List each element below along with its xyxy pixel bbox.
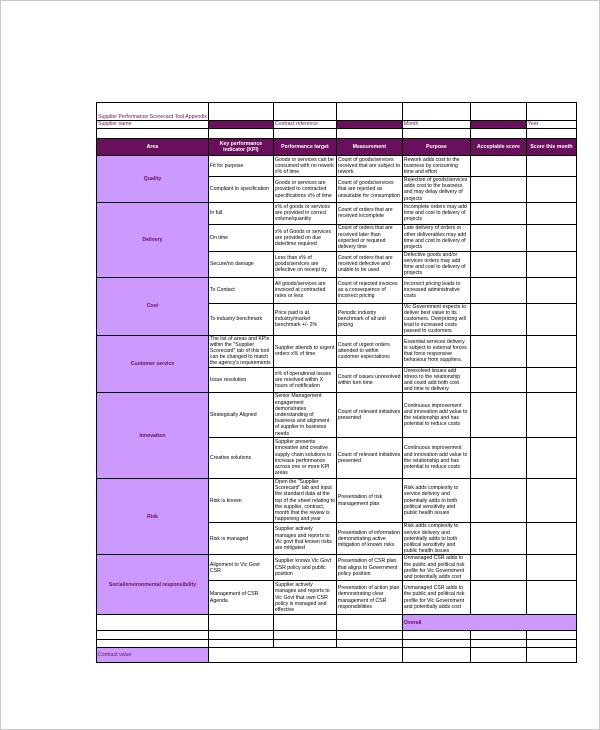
cell[interactable]	[470, 631, 526, 640]
purpose-cell: Unresolved issues add stress to the relationship and could add both cost and time to delivery	[402, 367, 470, 393]
kpi-cell: Risk is managed	[208, 523, 273, 555]
cell[interactable]	[208, 615, 273, 631]
acceptable-score-cell[interactable]	[470, 177, 526, 203]
kpi-cell: To industry benchmark	[208, 303, 273, 335]
cell[interactable]	[526, 129, 576, 139]
cell[interactable]	[526, 640, 576, 648]
cell[interactable]	[402, 103, 470, 121]
purpose-cell: Incomplete orders may add time and cost to delivery of projects	[402, 202, 470, 224]
month-label: Month	[402, 121, 470, 129]
area-quality: Quality	[97, 156, 209, 203]
blank-row	[97, 129, 577, 139]
kpi-cell: To Contact	[208, 277, 273, 303]
header-area: Area	[97, 139, 209, 156]
measurement-cell: Periodic industry benchmark of all unit pricing	[336, 303, 402, 335]
score-this-month-cell[interactable]	[526, 335, 576, 367]
purpose-cell: Defective goods and/or services orders may add time and cost to delivery of projects	[402, 251, 470, 277]
score-this-month-cell[interactable]	[526, 224, 576, 251]
cell[interactable]	[208, 103, 273, 121]
supplier-name-label: Supplier name	[97, 121, 209, 129]
acceptable-score-cell[interactable]	[470, 581, 526, 615]
purpose-cell: Incorrect pricing leads to increased administrative costs	[402, 277, 470, 303]
kpi-cell: Issue resolution	[208, 367, 273, 393]
table-row	[97, 478, 577, 522]
contract-value-row	[97, 648, 577, 663]
score-this-month-cell[interactable]	[526, 478, 576, 522]
measurement-cell: Count of issues unresolved within turn time	[336, 367, 402, 393]
target-cell: Goods or services can be consumed with no rework x% of time	[273, 156, 336, 177]
cell[interactable]	[208, 631, 273, 640]
area-innovation: Innovation	[97, 393, 209, 478]
cell[interactable]	[526, 648, 576, 663]
acceptable-score-cell[interactable]	[470, 437, 526, 478]
cell[interactable]	[336, 640, 402, 648]
table-row	[97, 555, 577, 581]
score-this-month-cell[interactable]	[526, 555, 576, 581]
score-this-month-cell[interactable]	[526, 202, 576, 224]
cell[interactable]	[402, 648, 470, 663]
measurement-cell: Count of goods/services received that are subject to rework	[336, 156, 402, 177]
acceptable-score-cell[interactable]	[470, 202, 526, 224]
title-row	[97, 103, 577, 121]
area-risk: Risk	[97, 478, 209, 554]
target-cell: Price paid is at industry/market benchmark +/- 2%	[273, 303, 336, 335]
cell[interactable]	[273, 103, 336, 121]
overall-row	[97, 615, 577, 631]
score-this-month-cell[interactable]	[526, 303, 576, 335]
header-row	[97, 139, 577, 156]
acceptable-score-cell[interactable]	[470, 224, 526, 251]
cell[interactable]	[470, 129, 526, 139]
purpose-cell: Vic Government expects to deliver best value to its customers. Overpricing will lead to increased costs passed to customers	[402, 303, 470, 335]
acceptable-score-cell[interactable]	[470, 478, 526, 522]
measurement-cell: Count of orders that are received defective and unable to be used	[336, 251, 402, 277]
month-field[interactable]	[470, 121, 526, 129]
kpi-cell: Alignment to Vic Govt CSR	[208, 555, 273, 581]
purpose-cell: Risk adds complexity to service delivery and potentially adds to both political sensitivity and public health issues	[402, 478, 470, 522]
purpose-cell: Rejection of goods/services adds cost to the business and may delay delivery of projects	[402, 177, 470, 203]
cell[interactable]	[470, 103, 526, 121]
measurement-cell: Count of rejected invoices as a consequence of incorrect pricing	[336, 277, 402, 303]
area-customer-service: Customer service	[97, 335, 209, 393]
purpose-cell: Unmanaged CSR adds to the public and political risk profile for Vic Government and potentially adds cost	[402, 555, 470, 581]
acceptable-score-cell[interactable]	[470, 303, 526, 335]
kpi-cell: On time	[208, 224, 273, 251]
supplier-name-field[interactable]	[208, 121, 273, 129]
cell[interactable]	[402, 631, 470, 640]
blank-row	[97, 631, 577, 640]
score-this-month-cell[interactable]	[526, 393, 576, 437]
kpi-cell: Compliant to specification	[208, 177, 273, 203]
measurement-cell: Count of urgent orders attended to within customer expectations	[336, 335, 402, 367]
measurement-cell: Count of orders that are received later than expected or required delivery time	[336, 224, 402, 251]
cell[interactable]	[97, 129, 209, 139]
target-cell: All goods/services are invoiced at contracted rates or less	[273, 277, 336, 303]
measurement-cell: Presentation of risk management plan	[336, 478, 402, 522]
kpi-cell: The list of areas and KPIs within the "Supplier Scorecard" tab of this tool can be changed to match the agency's requirements	[208, 335, 273, 367]
cell[interactable]	[273, 640, 336, 648]
overall-label: Overall	[402, 615, 576, 631]
kpi-cell: Secure/no damage	[208, 251, 273, 277]
score-this-month-cell[interactable]	[526, 367, 576, 393]
area-social-environmental-responsibility: Social/environmental responsibility	[97, 555, 209, 615]
kpi-cell: Fit for purpose	[208, 156, 273, 177]
measurement-cell: Count of relevant initiatives presented	[336, 437, 402, 478]
score-this-month-cell[interactable]	[526, 177, 576, 203]
contract-value-field[interactable]	[208, 648, 402, 663]
target-cell: x% of operational issues are resolved within X hours of notification	[273, 367, 336, 393]
target-cell: Supplier attends to urgent orders x% of time	[273, 335, 336, 367]
score-this-month-cell[interactable]	[526, 156, 576, 177]
purpose-cell: Continuous improvement and innovation add value to the relationship and has potential to reduce costs	[402, 393, 470, 437]
kpi-cell: Creative solutions	[208, 437, 273, 478]
cell[interactable]	[208, 640, 273, 648]
cell[interactable]	[273, 129, 336, 139]
info-row	[97, 121, 577, 129]
table-row	[97, 393, 577, 437]
score-this-month-cell[interactable]	[526, 277, 576, 303]
header-kpi: Key performance indicator (KPI)	[208, 139, 273, 156]
header-purpose: Purpose	[402, 139, 470, 156]
kpi-cell: Strategically Aligned	[208, 393, 273, 437]
table-row	[97, 202, 577, 224]
scorecard-table	[96, 102, 577, 663]
measurement-cell: Presentation of CSR plan that aligns to Government policy position	[336, 555, 402, 581]
acceptable-score-cell[interactable]	[470, 156, 526, 177]
kpi-cell: Risk is known	[208, 478, 273, 522]
table-row	[97, 277, 577, 303]
cell[interactable]	[97, 615, 209, 631]
area-delivery: Delivery	[97, 202, 209, 277]
cell[interactable]	[336, 631, 402, 640]
target-cell: Supplier knows Vic Govt CSR policy and public position	[273, 555, 336, 581]
purpose-cell: Continuous improvement and innovation add value to the relationship and has potential to reduce costs	[402, 437, 470, 478]
year-label: Year	[526, 121, 576, 129]
acceptable-score-cell[interactable]	[470, 393, 526, 437]
header-acceptable-score: Acceptable score	[470, 139, 526, 156]
cell[interactable]	[526, 631, 576, 640]
area-cost: Cost	[97, 277, 209, 335]
measurement-cell: Count of goods/services that are rejected as unsuitable for consumption	[336, 177, 402, 203]
measurement-cell: Presentation of information demonstrating active mitigation of known risks	[336, 523, 402, 555]
cell[interactable]	[336, 103, 402, 121]
target-cell: x% of goods or services are provided in correct volume/quantity	[273, 202, 336, 224]
cell[interactable]	[97, 640, 209, 648]
header-performance-target: Performance target	[273, 139, 336, 156]
cell[interactable]	[336, 129, 402, 139]
table-row	[97, 156, 577, 177]
cell[interactable]	[273, 615, 336, 631]
acceptable-score-cell[interactable]	[470, 335, 526, 367]
contract-reference-field[interactable]	[336, 121, 402, 129]
purpose-cell: Unmanaged CSR adds to the public and political risk profile for Vic Government and potentially adds cost	[402, 581, 470, 615]
score-this-month-cell[interactable]	[526, 251, 576, 277]
cell[interactable]	[402, 640, 470, 648]
cell[interactable]	[273, 631, 336, 640]
cell[interactable]	[402, 129, 470, 139]
blank-row	[97, 640, 577, 648]
kpi-cell: In full	[208, 202, 273, 224]
cell[interactable]	[97, 631, 209, 640]
target-cell: Goods or services are provided to contracted specifications x% of time	[273, 177, 336, 203]
target-cell: Open the "Supplier Scorecard" tab and input the standard data at the top of the sheet relating to the supplier, contract, month that the review is happening and year	[274, 478, 335, 523]
score-this-month-cell[interactable]	[526, 523, 576, 555]
cell[interactable]	[336, 615, 402, 631]
target-cell: Supplier actively manages and reports to Vic govt that known risks are mitigated	[273, 523, 336, 555]
acceptable-score-cell[interactable]	[470, 277, 526, 303]
contract-value-label: Contract value	[97, 648, 209, 663]
acceptable-score-cell[interactable]	[470, 367, 526, 393]
contract-reference-label: Contract reference	[273, 121, 336, 129]
header-score-this-month: Score this month	[526, 139, 576, 156]
score-this-month-cell[interactable]	[526, 437, 576, 478]
cell[interactable]	[208, 129, 273, 139]
measurement-cell: Count of orders that are received incomplete	[336, 202, 402, 224]
kpi-cell: Management of CSR Agenda	[208, 581, 273, 615]
purpose-cell: Rework adds cost to the business by consuming time and effort	[402, 156, 470, 177]
purpose-cell: Essential services delivery is subject to external forces that force responsive behaviour from suppliers.	[402, 335, 470, 367]
target-cell: Senior Management engagement demonstrates understanding of business and alignment of supplier in business needs	[273, 393, 336, 437]
target-cell: Less than x% of goods/services are defective on receipt by	[273, 251, 336, 277]
target-cell: Supplier presents innovative and creative supply chain solutions to increase performance across one or more KPI areas	[273, 437, 336, 478]
document-title: Supplier Performance Scorecard Tool Appendix	[97, 103, 209, 121]
measurement-cell: Presentation of action plan demonstrating clear management of CSR responsibilities	[336, 581, 402, 615]
acceptable-score-cell[interactable]	[470, 251, 526, 277]
header-measurement: Measurement	[336, 139, 402, 156]
cell[interactable]	[470, 648, 526, 663]
measurement-cell: Count of relevant initiatives presented	[336, 393, 402, 437]
purpose-cell: Late delivery of orders or other deliverables may add time and cost to delivery of projects	[402, 224, 470, 251]
cell[interactable]	[470, 640, 526, 648]
purpose-cell: Risk adds complexity to service delivery and potentially adds to both political sensitivity and public health issues	[402, 523, 470, 555]
score-this-month-cell[interactable]	[526, 581, 576, 615]
acceptable-score-cell[interactable]	[470, 555, 526, 581]
target-cell: Supplier actively manages and reports to Vic Govt that own CSR policy is managed and effective	[273, 581, 336, 615]
acceptable-score-cell[interactable]	[470, 523, 526, 555]
table-row	[97, 335, 577, 367]
target-cell: x% of Goods or services are provided on due date/time required	[273, 224, 336, 251]
cell[interactable]	[526, 103, 576, 121]
